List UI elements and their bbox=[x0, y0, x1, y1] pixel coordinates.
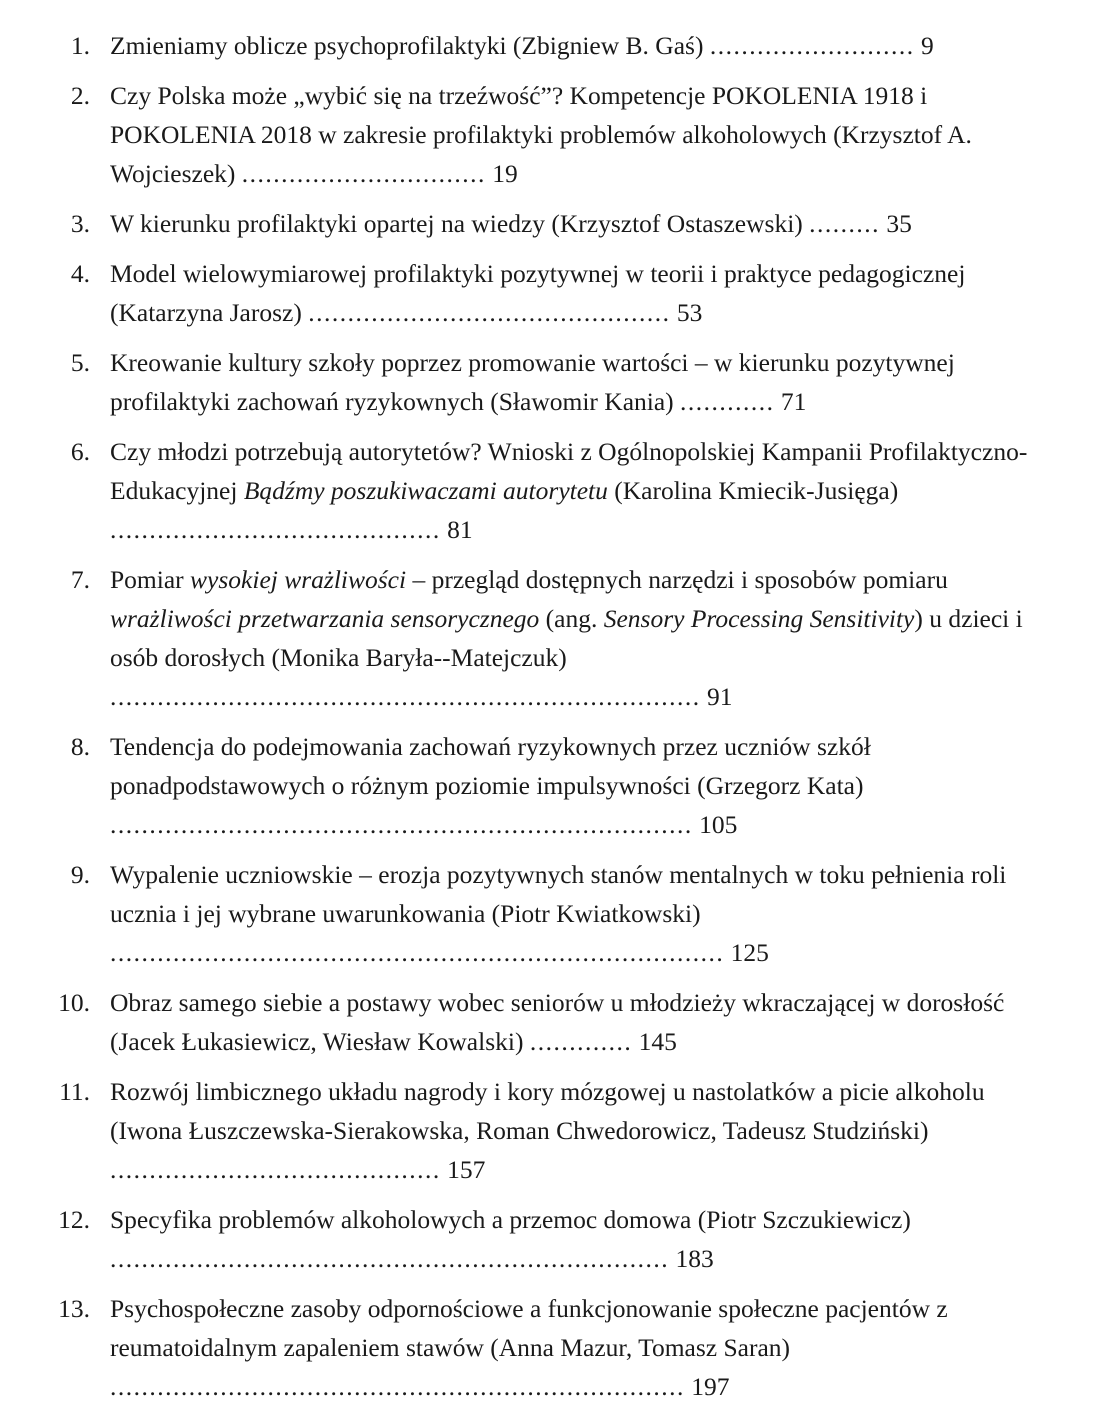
toc-entry-title bbox=[110, 732, 871, 800]
toc-dot-leader: ............. bbox=[529, 1027, 633, 1056]
toc-entry-title bbox=[110, 1077, 985, 1145]
toc-entry[interactable] bbox=[38, 1200, 1042, 1278]
toc-entry-number: 2. bbox=[70, 81, 90, 110]
toc-entry[interactable] bbox=[38, 343, 1042, 421]
toc-page-number: 35 bbox=[886, 209, 912, 238]
toc-title-segment: Zmieniamy oblicze psychoprofilaktyki (Zbigniew B. Gaś) bbox=[110, 31, 710, 60]
toc-title-segment: Obraz samego siebie a postawy wobec seniorów u młodzieży wkraczającej w dorosłość (Jacek Łukasiewicz, Wiesław Kowalski) bbox=[110, 988, 1005, 1056]
toc-dot-leader: ............ bbox=[680, 387, 775, 416]
toc-title-segment: Wypalenie uczniowskie – erozja pozytywnych stanów mentalnych w toku pełnienia roli ucznia i jej wybrane uwarunkowania (Piotr Kwiatkowski) bbox=[110, 860, 1007, 928]
toc-title-segment: Kreowanie kultury szkoły poprzez promowanie wartości – w kierunku pozytywnej profilaktyki zachowań ryzykownych (Sławomir Kania) bbox=[110, 348, 955, 416]
toc-entry-title bbox=[110, 1205, 911, 1234]
toc-entry-body bbox=[110, 727, 1042, 844]
toc-entry-body bbox=[110, 204, 1042, 243]
toc-title-segment: Psychospołeczne zasoby odpornościowe a funkcjonowanie społeczne pacjentów z reumatoidalnym zapaleniem stawów (Anna Mazur, Tomasz Saran) bbox=[110, 1294, 948, 1362]
toc-title-segment: (Karolina Kmiecik-Jusięga) bbox=[607, 476, 899, 505]
toc-title-segment: ) u dzieci i osób dorosłych (Monika Baryła-‑Matejczuk) bbox=[110, 604, 1023, 672]
toc-dot-leader: ............................... bbox=[241, 159, 486, 188]
toc-entry[interactable] bbox=[38, 1289, 1042, 1406]
toc-dot-leader: ........................................................................... bbox=[110, 682, 701, 711]
toc-dot-leader: ......................................................................... bbox=[110, 1372, 685, 1401]
toc-title-segment: (ang. bbox=[539, 604, 604, 633]
toc-entry-number: 10. bbox=[58, 988, 90, 1017]
toc-entry-number: 8. bbox=[70, 732, 90, 761]
toc-entry-number: 4. bbox=[70, 259, 90, 288]
toc-page-number: 145 bbox=[638, 1027, 677, 1056]
toc-entry-body bbox=[110, 26, 1042, 65]
toc-title-segment: wysokiej wrażliwości bbox=[190, 565, 407, 594]
toc-entry-body bbox=[110, 1072, 1042, 1189]
toc-entry-number: 1. bbox=[70, 31, 90, 60]
toc-dot-leader: .......................................... bbox=[110, 1155, 441, 1184]
toc-entry-number: 9. bbox=[70, 860, 90, 889]
toc-entry[interactable] bbox=[38, 855, 1042, 972]
toc-page-number: 105 bbox=[699, 810, 738, 839]
toc-page-number: 157 bbox=[447, 1155, 486, 1184]
toc-title-segment: wrażliwości przetwarzania sensorycznego bbox=[110, 604, 540, 633]
toc-entry-number: 3. bbox=[70, 209, 90, 238]
toc-entry[interactable] bbox=[38, 1072, 1042, 1189]
toc-dot-leader: .............................................. bbox=[308, 298, 671, 327]
toc-page-number: 81 bbox=[447, 515, 473, 544]
toc-entry[interactable] bbox=[38, 76, 1042, 193]
toc-dot-leader: ....................................................................... bbox=[110, 1244, 670, 1273]
toc-entry[interactable] bbox=[38, 254, 1042, 332]
toc-page-number: 197 bbox=[691, 1372, 730, 1401]
toc-entry-number: 12. bbox=[58, 1205, 90, 1234]
toc-entry-body bbox=[110, 983, 1042, 1061]
toc-entry[interactable] bbox=[38, 727, 1042, 844]
toc-entry-title bbox=[110, 209, 809, 238]
toc-entry-body bbox=[110, 432, 1042, 549]
toc-entry-title bbox=[110, 81, 972, 188]
toc-entry-number: 5. bbox=[70, 348, 90, 377]
toc-page-number: 53 bbox=[676, 298, 703, 327]
toc-entry-body bbox=[110, 343, 1042, 421]
table-of-contents bbox=[38, 26, 1042, 1406]
toc-dot-leader: .......................................... bbox=[110, 515, 441, 544]
toc-entry[interactable] bbox=[38, 983, 1042, 1061]
toc-title-segment: Czy Polska może „wybić się na trzeźwość”? Kompetencje POKOLENIA 1918 i POKOLENIA 2018 w zakresie profilaktyki problemów alkoholowych (Krzysztof A. Wojcieszek) bbox=[110, 81, 972, 188]
toc-title-segment: Czy młodzi potrzebują autorytetów? Wnioski z Ogólnopolskiej Kampanii Profilaktyczno-Edukacyjnej bbox=[110, 437, 1028, 505]
toc-page-number: 183 bbox=[675, 1244, 714, 1273]
toc-entry-title bbox=[110, 1294, 948, 1362]
toc-entry[interactable] bbox=[38, 560, 1042, 716]
toc-dot-leader: .............................................................................. bbox=[110, 938, 725, 967]
toc-entry-body bbox=[110, 254, 1042, 332]
toc-dot-leader: ......... bbox=[809, 209, 881, 238]
toc-entry-number: 7. bbox=[70, 565, 90, 594]
toc-entry[interactable] bbox=[38, 432, 1042, 549]
toc-title-segment: Sensory Processing Sensitivity bbox=[603, 604, 915, 633]
toc-page-number: 71 bbox=[780, 387, 807, 416]
toc-dot-leader: .......................................................................... bbox=[110, 810, 693, 839]
toc-title-segment: – przegląd dostępnych narzędzi i sposobów pomiaru bbox=[406, 565, 948, 594]
toc-entry-number: 13. bbox=[58, 1294, 90, 1323]
toc-page-number: 125 bbox=[730, 938, 769, 967]
toc-entry-body bbox=[110, 1200, 1042, 1278]
toc-title-segment: Specyfika problemów alkoholowych a przemoc domowa (Piotr Szczukiewicz) bbox=[110, 1205, 911, 1234]
toc-title-segment: Rozwój limbicznego układu nagrody i kory mózgowej u nastolatków a picie alkoholu (Iwona Łuszczewska-Sierakowska, Roman Chwedorowicz, Tadeusz Studziński) bbox=[110, 1077, 985, 1145]
toc-entry[interactable] bbox=[38, 26, 1042, 65]
toc-title-segment: Pomiar bbox=[110, 565, 191, 594]
toc-entry-title bbox=[110, 437, 1027, 505]
toc-entry-body bbox=[110, 1289, 1042, 1406]
toc-entry[interactable] bbox=[38, 204, 1042, 243]
toc-dot-leader: .......................... bbox=[709, 31, 915, 60]
toc-entry-number: 6. bbox=[70, 437, 90, 466]
toc-entry-title bbox=[110, 565, 1023, 672]
toc-entry-title bbox=[110, 348, 955, 416]
toc-entry-number: 11. bbox=[59, 1077, 90, 1106]
toc-page-number: 9 bbox=[920, 31, 934, 60]
toc-page-number: 91 bbox=[707, 682, 733, 711]
toc-title-segment: Bądźmy poszukiwaczami autorytetu bbox=[243, 476, 608, 505]
toc-title-segment: Model wielowymiarowej profilaktyki pozytywnej w teorii i praktyce pedagogicznej (Katarzyna Jarosz) bbox=[110, 259, 966, 327]
toc-entry-body bbox=[110, 76, 1042, 193]
toc-entry-title bbox=[110, 31, 710, 60]
toc-page-number: 19 bbox=[492, 159, 518, 188]
toc-title-segment: Tendencja do podejmowania zachowań ryzykownych przez uczniów szkół ponadpodstawowych o różnym poziomie impulsywności (Grzegorz Kata) bbox=[110, 732, 871, 800]
toc-entry-body bbox=[110, 855, 1042, 972]
toc-entry-body bbox=[110, 560, 1042, 716]
toc-entry-title bbox=[110, 860, 1006, 928]
toc-title-segment: W kierunku profilaktyki opartej na wiedzy (Krzysztof Ostaszewski) bbox=[110, 209, 810, 238]
